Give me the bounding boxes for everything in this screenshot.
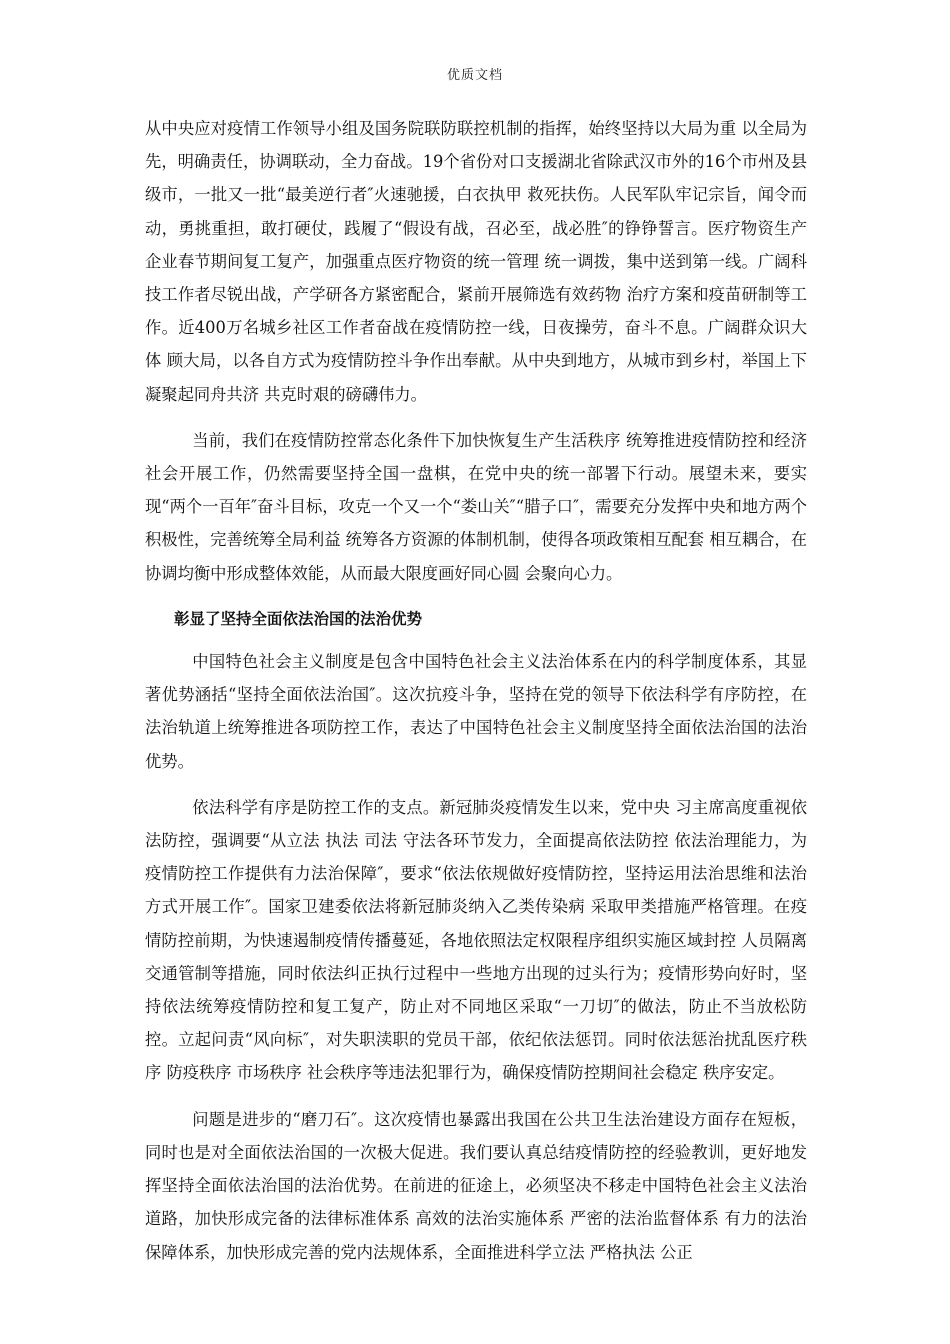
body-paragraph: 当前，我们在疫情防控常态化条件下加快恢复生产生活秩序 统筹推进疫情防控和经济社会开展工作，仍然需要坚持全国一盘棋，在党中央的统一部署下行动。展望未来，要实现“两个一百年″奋斗目标，攻克一个又一个“娄山关″“腊子口″，需要充分发挥中央和地方两个积极性，完善统筹全局利益 统筹各方资源的体制机制，使得各项政策相互配套 相互耦合，在协调均衡中形成整体效能，从而最大限度画好同心圆 会聚向心力。: [145, 430, 807, 583]
section-heading: 彰显了坚持全面依法治国的法治优势: [174, 609, 423, 628]
body-paragraph: 问题是进步的“磨刀石″。这次疫情也暴露出我国在公共卫生法治建设方面存在短板，同时也是对全面依法治国的一次极大促进。我们要认真总结疫情防控的经验教训，更好地发挥坚持全面依法治国的法治优势。在前进的征途上，必须坚决不移走中国特色社会主义法治道路，加快形成完备的法律标准体系 高效的法治实施体系 严密的法治监督体系 有力的法治保障体系，加快形成完善的党内法规体系，全面推进科学立法 严格执法 公正: [145, 1109, 807, 1262]
body-paragraph: 中国特色社会主义制度是包含中国特色社会主义法治体系在内的科学制度体系，其显著优势涵括“坚持全面依法治国″。这次抗疫斗争，坚持在党的领导下依法科学有序防控，在法治轨道上统筹推进各项防控工作，表达了中国特色社会主义制度坚持全面依法治国的法治优势。: [145, 652, 807, 771]
document-body: [145, 112, 807, 1282]
page-header: 优质文档: [446, 68, 503, 83]
body-paragraph: 依法科学有序是防控工作的支点。新冠肺炎疫情发生以来，党中央 习主席高度重视依法防控，强调要“从立法 执法 司法 守法各环节发力，全面提高依法防控 依法治理能力，为疫情防控工作提供有力法治保障″，要求“依法依规做好疫情防控，坚持运用法治思维和法治方式开展工作″。国家卫建委依法将新冠肺炎纳入乙类传染病 采取甲类措施严格管理。在疫情防控前期，为快速遏制疫情传播蔓延，各地依照法定权限程序组织实施区域封控 人员隔离 交通管制等措施，同时依法纠正执行过程中一些地方出现的过头行为；疫情形势向好时，坚持依法统筹疫情防控和复工复产，防止对不同地区采取“一刀切″的做法，防止不当放松防控。立起问责“风向标″，对失职渎职的党员干部，依纪依法惩罚。同时依法惩治扰乱医疗秩序 防疫秩序 市场秩序 社会秩序等违法犯罪行为，确保疫情防控期间社会稳定 秩序安定。: [145, 797, 807, 1083]
body-paragraph: 从中央应对疫情工作领导小组及国务院联防联控机制的指挥，始终坚持以大局为重 以全局为先，明确责任，协调联动，全力奋战。19个省份对口支援湖北省除武汉市外的16个市州及县级市，一批又一批“最美逆行者″火速驰援，白衣执甲 救死扶伤。人民军队牢记宗旨，闻令而动，勇挑重担，敢打硬仗，践履了“假设有战，召必至，战必胜″的铮铮誓言。医疗物资生产企业春节期间复工复产，加强重点医疗物资的统一管理 统一调拨，集中送到第一线。广阔科技工作者尽锐出战，产学研各方紧密配合，紧前开展筛选有效药物 治疗方案和疫苗研制等工作。近400万名城乡社区工作者奋战在疫情防控一线，日夜操劳，奋斗不息。广阔群众识大体 顾大局，以各自方式为疫情防控斗争作出奉献。从中央到地方，从城市到乡村，举国上下凝聚起同舟共济 共克时艰的磅礴伟力。: [145, 119, 807, 404]
